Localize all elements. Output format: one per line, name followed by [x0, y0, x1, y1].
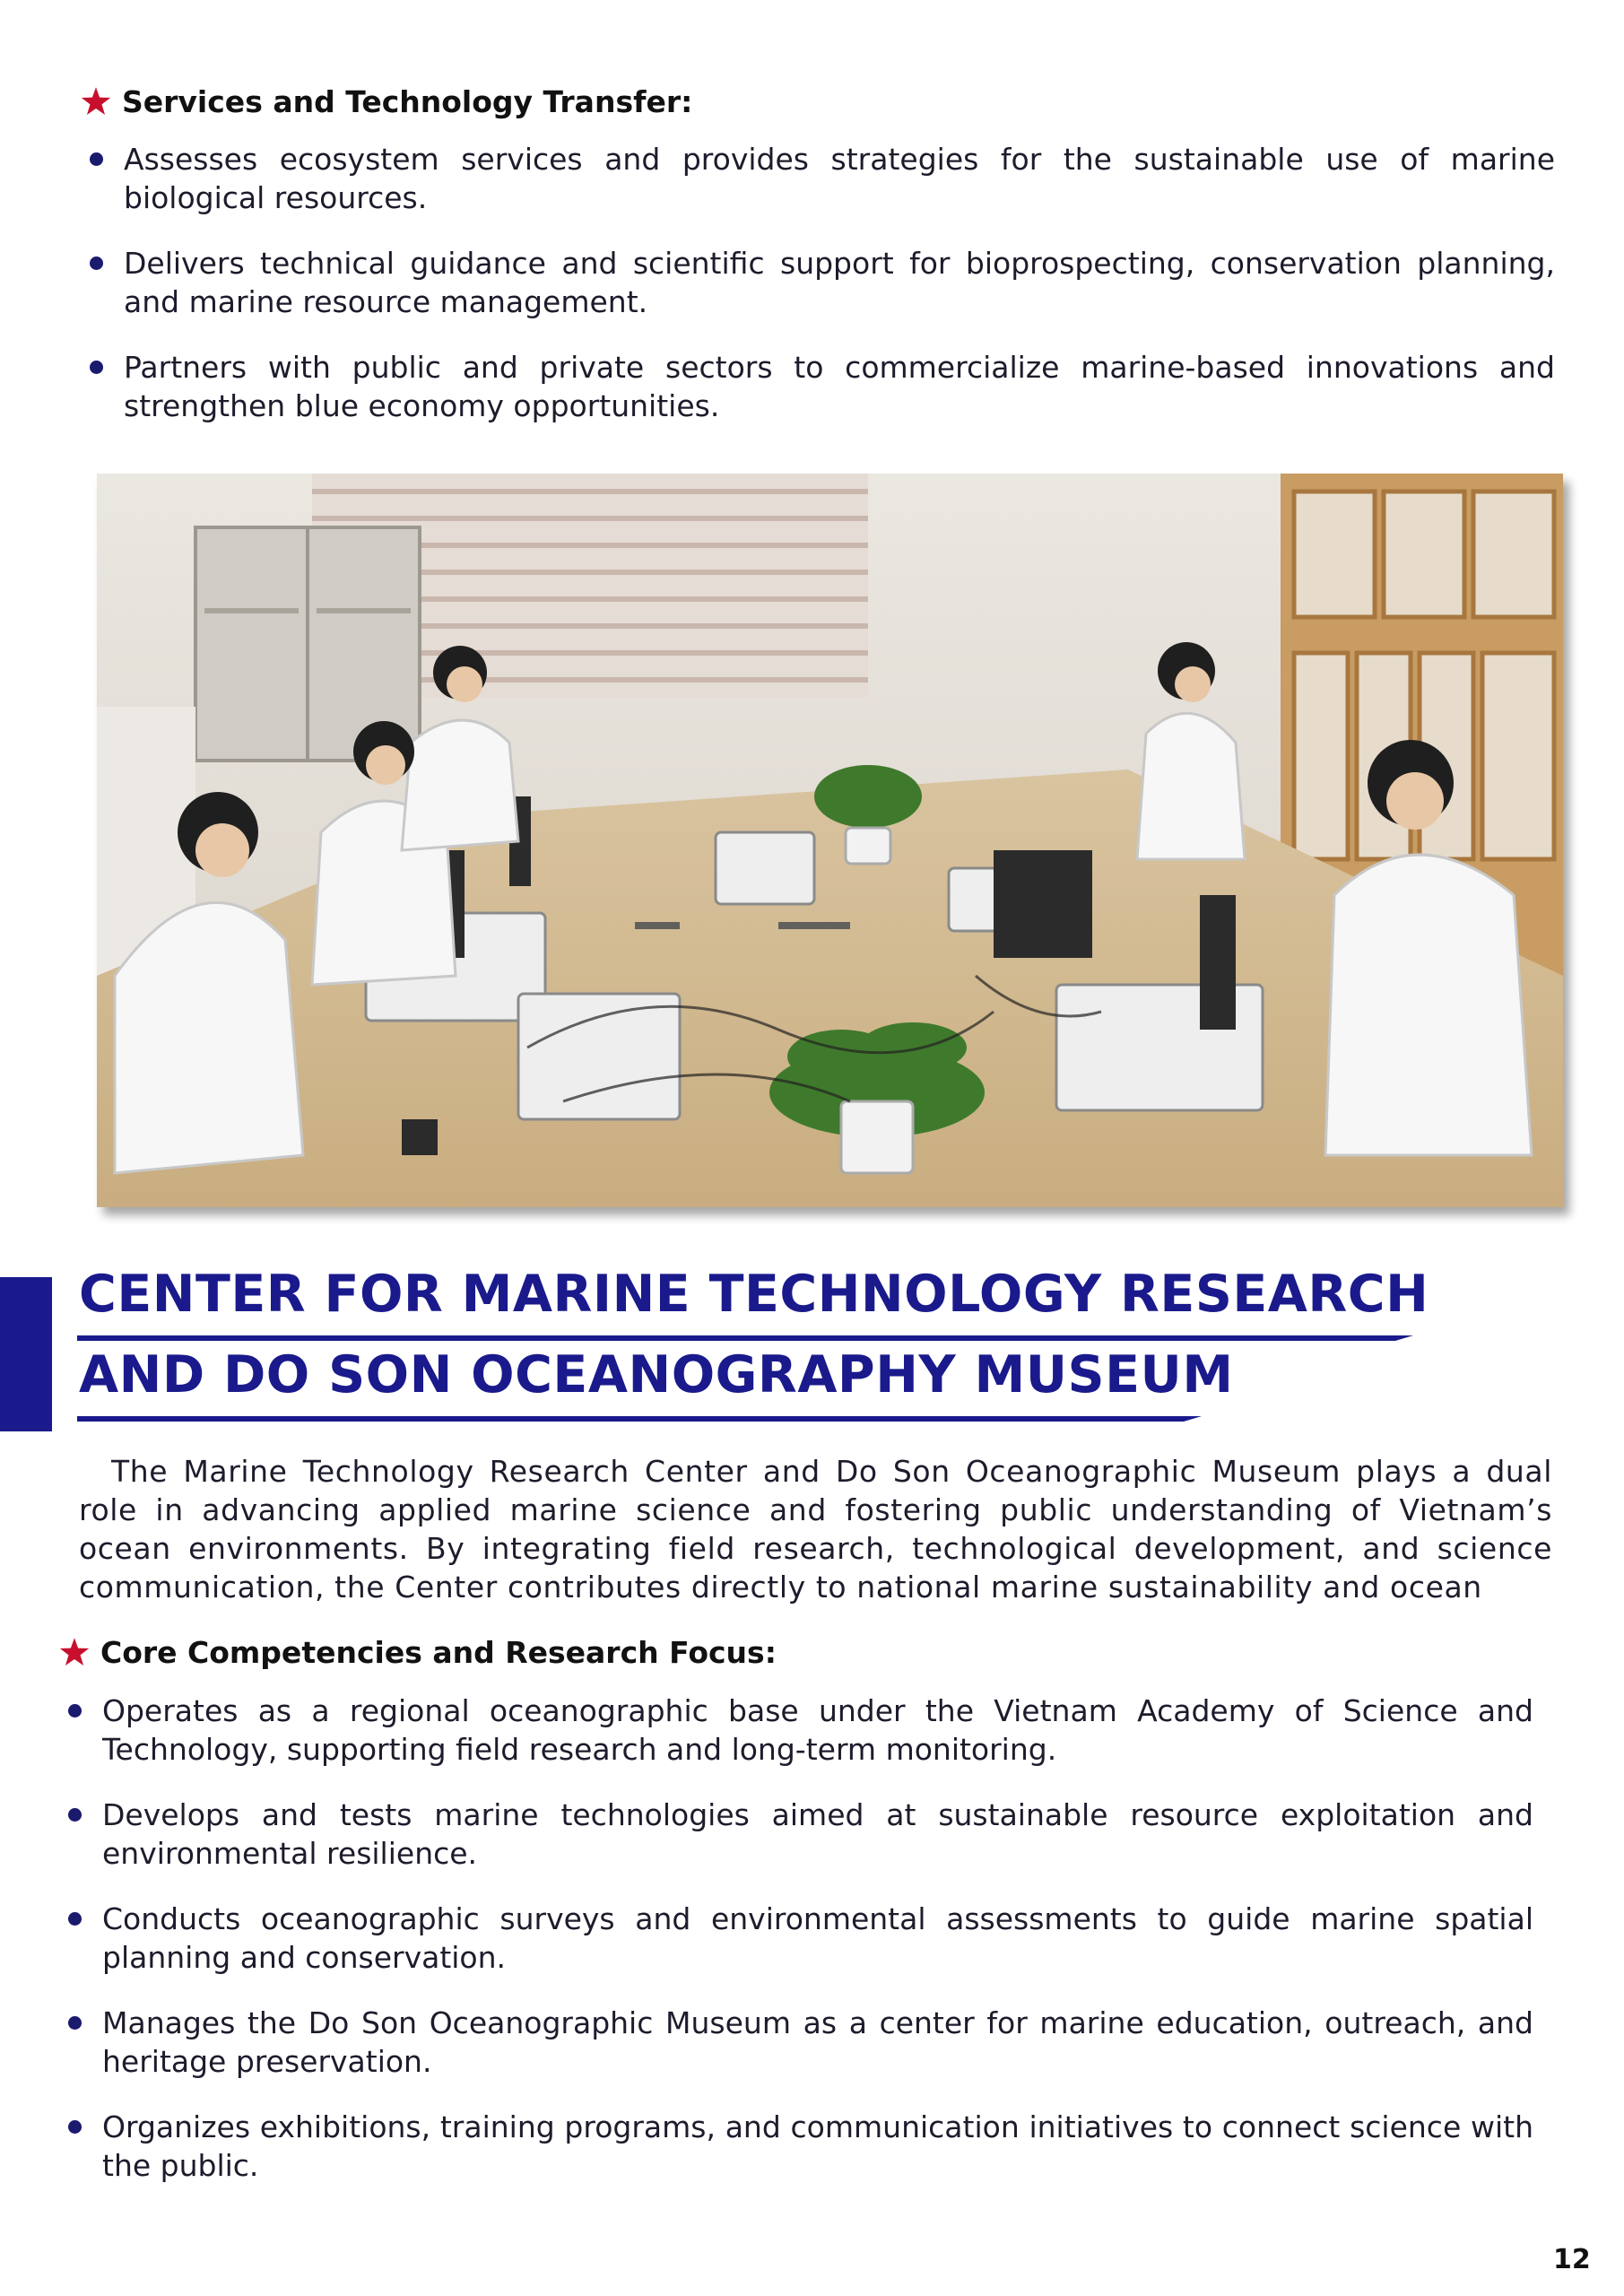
list-item: Manages the Do Son Oceanographic Museum as a center for marine education, outreach, and heritage preservation.: [65, 2004, 1533, 2081]
list-item: Assesses ecosystem services and provides strategies for the sustainable use of marine biological resources.: [86, 140, 1555, 217]
competencies-heading: [59, 1635, 777, 1670]
list-item: Develops and tests marine technologies aimed at sustainable resource exploitation and environmental resilience.: [65, 1796, 1533, 1873]
competencies-list: [65, 1692, 1533, 2185]
section-accent-tab: [0, 1277, 52, 1431]
bullet-icon: [68, 1912, 82, 1926]
bullet-icon: [90, 361, 103, 374]
bullet-icon: [68, 2120, 82, 2134]
page-title-line-1: CENTER FOR MARINE TECHNOLOGY RESEARCH: [79, 1265, 1429, 1324]
list-item: Conducts oceanographic surveys and environmental assessments to guide marine spatial planning and conservation.: [65, 1900, 1533, 1977]
list-item: Operates as a regional oceanographic base under the Vietnam Academy of Science and Technology, supporting field research and long-term monitoring.: [65, 1692, 1533, 1769]
services-heading: [81, 84, 692, 119]
list-item: Organizes exhibitions, training programs, and communication initiatives to connect science with the public.: [65, 2108, 1533, 2185]
laboratory-photo: [97, 474, 1563, 1207]
bullet-icon: [68, 1808, 82, 1822]
list-item: Partners with public and private sectors to commercialize marine-based innovations and strengthen blue economy opportunities.: [86, 348, 1555, 425]
intro-paragraph: The Marine Technology Research Center and Do Son Oceanographic Museum plays a dual role in advancing applied marine science and fostering public understanding of Vietnam’s ocean environments. By integrating field research, technological development, and science communication, the Center contributes directly to national marine sustainability and ocean: [79, 1454, 1552, 1605]
competencies-heading-text: Core Competencies and Research Focus:: [100, 1635, 777, 1670]
services-list: [86, 140, 1555, 425]
bullet-icon: [90, 152, 103, 166]
page-title-line-2: AND DO SON OCEANOGRAPHY MUSEUM: [79, 1345, 1234, 1405]
star-icon: [59, 1638, 90, 1667]
page-number: 12: [1553, 2244, 1591, 2275]
heading-underline-1: [77, 1335, 1413, 1341]
services-heading-text: Services and Technology Transfer:: [122, 84, 693, 119]
heading-underline-2: [77, 1416, 1202, 1422]
bullet-icon: [68, 2016, 82, 2030]
list-item: Delivers technical guidance and scientific support for bioprospecting, conservation planning, and marine resource management.: [86, 244, 1555, 321]
star-icon: [81, 87, 111, 117]
bullet-icon: [68, 1704, 82, 1718]
bullet-icon: [90, 257, 103, 270]
